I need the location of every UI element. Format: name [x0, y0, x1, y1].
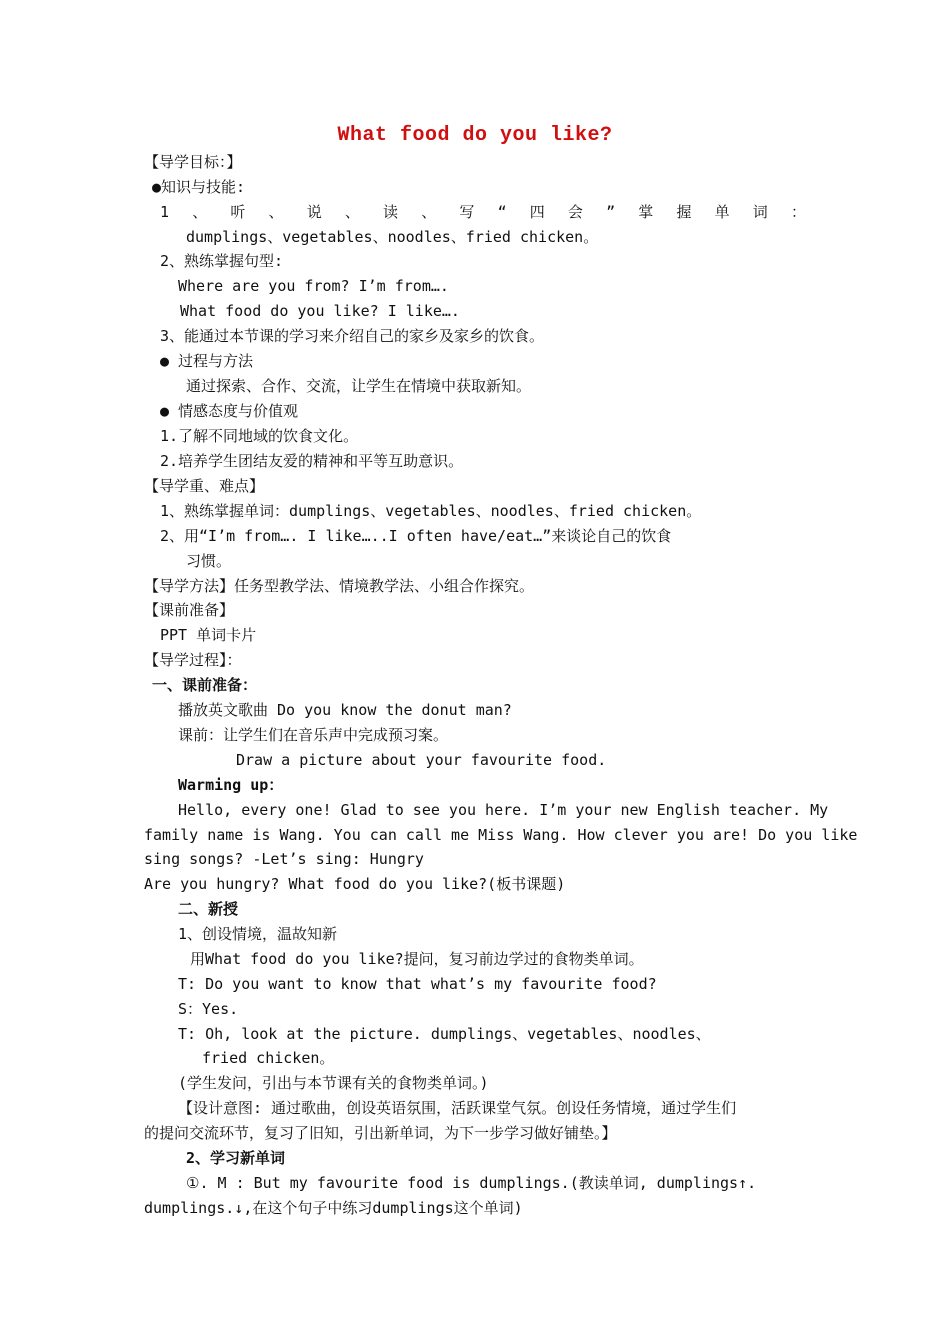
- key-point-2-cont: 习惯。: [186, 552, 232, 570]
- dialog-teacher-1: T: Do you want to know that what’s my favourite food?: [178, 975, 657, 993]
- k1-char: 写: [459, 203, 475, 221]
- knowledge-skills-heading: ●知识与技能:: [152, 178, 246, 196]
- k1-char: 读: [383, 203, 399, 221]
- warming-up-line-4: Are you hungry? What food do you like?(板书课题): [144, 875, 566, 893]
- document-title: What food do you like?: [337, 124, 613, 147]
- knowledge-item-3: 3、能通过本节课的学习来介绍自己的家乡及家乡的饮食。: [160, 327, 545, 345]
- k1-char: “: [497, 203, 507, 221]
- k1-char: 握: [676, 203, 692, 221]
- knowledge-item-1-words: dumplings、vegetables、noodles、fried chicken。: [186, 228, 599, 246]
- section-1-heading: 一、课前准备：: [152, 676, 258, 694]
- dialog-student: S：Yes.: [178, 1000, 239, 1018]
- new-item-2: 2、学习新单词: [186, 1149, 286, 1167]
- k1-char: 四: [529, 203, 545, 221]
- process-heading: 【导学过程】：: [144, 651, 242, 669]
- goals-heading: 【导学目标：】: [144, 153, 242, 171]
- warming-up-line-1: Hello, every one! Glad to see you here. I’m your new English teacher. My: [178, 801, 829, 819]
- process-method-heading: ● 过程与方法: [160, 352, 254, 370]
- k1-char: 听: [230, 203, 246, 221]
- k1-char: 掌: [638, 203, 654, 221]
- knowledge-item-1: [160, 202, 806, 222]
- k1-char: ：: [790, 203, 806, 221]
- dialog-teacher-2: T: Oh, look at the picture. dumplings、vegetables、noodles、: [178, 1025, 711, 1043]
- k1-char: 、: [421, 203, 437, 221]
- section-1-line-b: 课前：让学生们在音乐声中完成预习案。: [178, 726, 449, 744]
- design-intent-line-2: 的提问交流环节，复习了旧知，引出新单词，为下一步学习做好铺垫。】: [144, 1124, 617, 1142]
- warming-up-line-3: sing songs? -Let’s sing: Hungry: [144, 850, 424, 868]
- sentence-pattern-2: What food do you like? I like….: [180, 302, 460, 320]
- new-item-1-a: 用What food do you like?提问，复习前边学过的食物类单词。: [190, 950, 644, 968]
- k1-char: 说: [306, 203, 322, 221]
- sentence-pattern-1: Where are you from? I’m from….: [178, 277, 449, 295]
- design-intent-line-1: 【设计意图: 通过歌曲，创设英语氛围，活跃课堂气氛。创设任务情境，通过学生们: [178, 1099, 737, 1117]
- k1-char: 会: [567, 203, 583, 221]
- emotion-heading: ● 情感态度与价值观: [160, 402, 299, 420]
- teaching-method: 【导学方法】任务型教学法、情境教学法、小组合作探究。: [144, 577, 535, 595]
- section-1-line-a: 播放英文歌曲 Do you know the donut man?: [178, 701, 512, 719]
- k1-char: 单: [714, 203, 730, 221]
- new-item-2-b: dumplings.↓,在这个句子中练习dumplings这个单词): [144, 1199, 523, 1217]
- emotion-item-2: 2.培养学生团结友爱的精神和平等互助意识。: [160, 452, 464, 470]
- key-point-1: 1、熟练掌握单词：dumplings、vegetables、noodles、fried chicken。: [160, 502, 702, 520]
- new-item-1: 1、创设情境，温故知新: [178, 925, 338, 943]
- k1-char: ”: [606, 203, 616, 221]
- knowledge-item-2: 2、熟练掌握句型:: [160, 252, 284, 270]
- k1-char: 、: [192, 203, 208, 221]
- preparation-heading: 【课前准备】: [144, 601, 235, 619]
- warming-up-heading: Warming up：: [178, 776, 284, 794]
- section-2-heading: 二、新授: [178, 900, 239, 918]
- preparation-text: PPT 单词卡片: [160, 626, 257, 644]
- emotion-item-1: 1.了解不同地域的饮食文化。: [160, 427, 359, 445]
- new-item-2-a: ①. M : But my favourite food is dumplings.(教读单词, dumplings↑.: [186, 1174, 757, 1192]
- process-method-text: 通过探索、合作、交流，让学生在情境中获取新知。: [186, 377, 532, 395]
- key-point-2: 2、用“I’m from…. I like…..I often have/eat…”来谈论自己的饮食: [160, 527, 672, 545]
- k1-char: 、: [268, 203, 284, 221]
- note-students-ask: (学生发问，引出与本节课有关的食物类单词。): [178, 1074, 489, 1092]
- k1-char: 词: [752, 203, 768, 221]
- key-points-heading: 【导学重、难点】: [144, 477, 265, 495]
- dialog-teacher-2-cont: fried chicken。: [202, 1049, 335, 1067]
- section-1-line-c: Draw a picture about your favourite food.: [236, 751, 607, 769]
- warming-up-line-2: family name is Wang. You can call me Miss Wang. How clever you are! Do you like: [144, 826, 858, 844]
- k1-char: 、: [344, 203, 360, 221]
- k1-char: 1: [160, 203, 170, 221]
